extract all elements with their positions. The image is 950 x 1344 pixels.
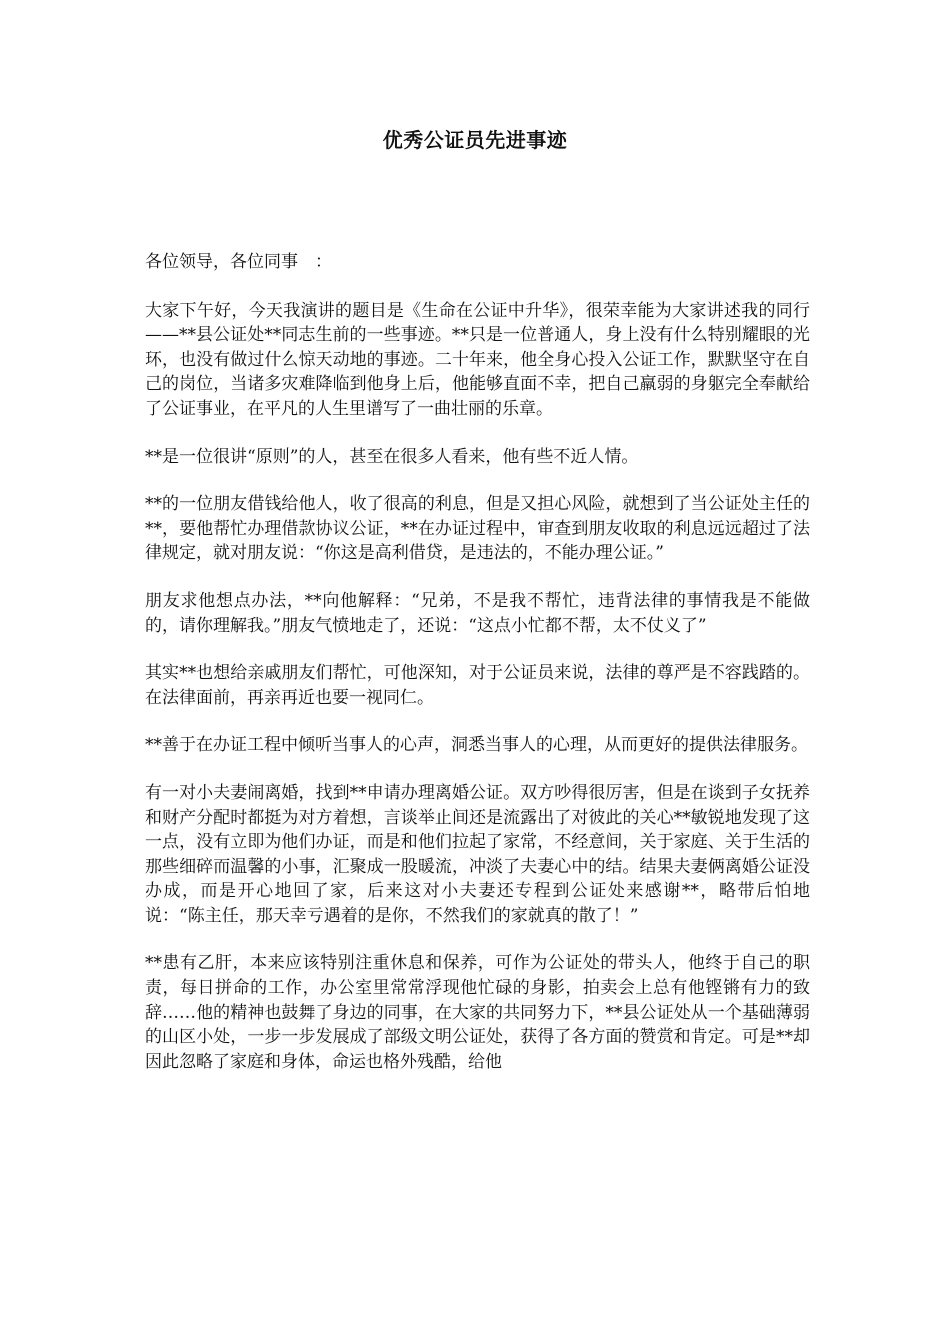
document-body (145, 250, 810, 1097)
paragraph-1: 大家下午好，今天我演讲的题目是《生命在公证中升华》，很荣幸能为大家讲述我的同行——**县公证处**同志生前的一些事迹。**只是一位普通人，身上没有什么特别耀眼的光环，也没有做过什么惊天动地的事迹。二十年来，他全身心投入公证工作，默默坚守在自己的岗位，当诸多灾难降临到他身上后，他能够直面不幸，把自己羸弱的身躯完全奉献给了公证事业，在平凡的人生里谱写了一曲壮丽的乐章。 (145, 300, 810, 419)
paragraph-5: 其实**也想给亲戚朋友们帮忙，可他深知，对于公证员来说，法律的尊严是不容践踏的。在法律面前，再亲再近也要一视同仁。 (145, 663, 810, 708)
document-title: 优秀公证员先进事迹 (382, 128, 568, 152)
paragraph-3: **的一位朋友借钱给他人，收了很高的利息，但是又担心风险，就想到了当公证处主任的**，要他帮忙办理借款协议公证，**在办证过程中，审查到朋友收取的利息远远超过了法律规定，就对朋友说：“你这是高利借贷，是违法的，不能办理公证。” (145, 494, 810, 564)
paragraph-6: **善于在办证工程中倾听当事人的心声，洞悉当事人的心理，从而更好的提供法律服务。 (145, 735, 808, 756)
paragraph-7: 有一对小夫妻闹离婚，找到**申请办理离婚公证。双方吵得很厉害，但是在谈到子女抚养和财产分配时都挺为对方着想，言谈举止间还是流露出了对彼此的关心**敏锐地发现了这一点，没有立即为他们办证，而是和他们拉起了家常，不经意间，关于家庭、关于生活的那些细碎而温馨的小事，汇聚成一股暖流，冲淡了夫妻心中的结。结果夫妻俩离婚公证没办成，而是开心地回了家，后来这对小夫妻还专程到公证处来感谢**，略带后怕地说：“陈主任，那天幸亏遇着的是你，不然我们的家就真的散了！” (145, 782, 810, 926)
paragraph-2: **是一位很讲“原则”的人，甚至在很多人看来，他有些不近人情。 (145, 446, 639, 467)
paragraph-8: **患有乙肝，本来应该特别注重休息和保养，可作为公证处的带头人，他终于自己的职责，每日拼命的工作，办公室里常常浮现他忙碌的身影，拍卖会上总有他铿锵有力的致辞……他的精神也鼓舞了身边的同事，在大家的共同努力下，**县公证处从一个基础薄弱的山区小处，一步一步发展成了部级文明公证处，获得了各方面的赞赏和肯定。可是**却因此忽略了家庭和身体，命运也格外残酷，给他 (145, 953, 810, 1072)
paragraph-4: 朋友求他想点办法，**向他解释：“兄弟，不是我不帮忙，违背法律的事情我是不能做的，请你理解我。”朋友气愤地走了，还说：“这点小忙都不帮，太不仗义了” (145, 590, 810, 636)
salutation: 各位领导，各位同事 ： (145, 252, 332, 272)
